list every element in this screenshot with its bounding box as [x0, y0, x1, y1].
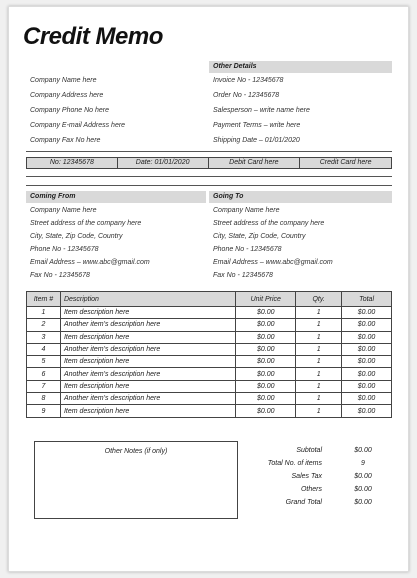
shipping-date: Shipping Date – 01/01/2020	[213, 137, 300, 144]
divider	[26, 151, 392, 152]
item-unit-price: $0.00	[236, 343, 296, 355]
memo-number: No: 12345678	[27, 158, 117, 168]
item-qty: 1	[296, 319, 342, 331]
item-unit-price: $0.00	[236, 380, 296, 392]
to-phone: Phone No - 12345678	[213, 246, 282, 253]
other-notes-box	[34, 441, 238, 519]
sales-tax-value: $0.00	[354, 473, 372, 480]
table-row	[27, 307, 392, 319]
others-label: Others	[300, 486, 322, 493]
item-number: 9	[27, 405, 61, 417]
item-unit-price: $0.00	[236, 319, 296, 331]
from-company-name: Company Name here	[30, 207, 97, 214]
item-number: 4	[27, 343, 61, 355]
company-fax: Company Fax No here	[30, 137, 101, 144]
company-name: Company Name here	[30, 77, 97, 84]
item-total: $0.00	[342, 380, 392, 392]
table-header-row	[27, 292, 392, 307]
others-value: $0.00	[354, 486, 372, 493]
item-description: Another item's description here	[60, 319, 235, 331]
item-description: Item description here	[60, 331, 235, 343]
table-row	[27, 343, 392, 355]
divider	[26, 176, 392, 177]
item-total: $0.00	[342, 331, 392, 343]
from-email: Email Address – www.abc@gmail.com	[30, 259, 150, 266]
item-qty: 1	[296, 331, 342, 343]
item-qty: 1	[296, 356, 342, 368]
item-total: $0.00	[342, 405, 392, 417]
item-total: $0.00	[342, 393, 392, 405]
item-qty: 1	[296, 393, 342, 405]
item-number: 6	[27, 368, 61, 380]
to-email: Email Address – www.abc@gmail.com	[213, 259, 333, 266]
item-description: Another item's description here	[60, 393, 235, 405]
subtotal-label: Subtotal	[296, 447, 322, 454]
memo-info-bar	[26, 157, 392, 169]
item-number: 8	[27, 393, 61, 405]
item-qty: 1	[296, 343, 342, 355]
company-phone: Company Phone No here	[30, 107, 109, 114]
table-row	[27, 368, 392, 380]
col-item: Item #	[27, 292, 61, 307]
table-row	[27, 356, 392, 368]
order-no: Order No - 12345678	[213, 92, 280, 99]
table-row	[27, 405, 392, 417]
item-number: 1	[27, 307, 61, 319]
item-total: $0.00	[342, 319, 392, 331]
company-address: Company Address here	[30, 92, 104, 99]
total-items-value: 9	[361, 460, 365, 467]
item-description: Item description here	[60, 356, 235, 368]
item-qty: 1	[296, 380, 342, 392]
to-street: Street address of the company here	[213, 220, 325, 227]
col-total: Total	[342, 292, 392, 307]
payment-terms: Payment Terms – write here	[213, 122, 301, 129]
item-number: 3	[27, 331, 61, 343]
item-unit-price: $0.00	[236, 307, 296, 319]
item-qty: 1	[296, 307, 342, 319]
item-total: $0.00	[342, 356, 392, 368]
item-total: $0.00	[342, 368, 392, 380]
item-unit-price: $0.00	[236, 393, 296, 405]
item-qty: 1	[296, 405, 342, 417]
item-number: 5	[27, 356, 61, 368]
item-total: $0.00	[342, 307, 392, 319]
debit-card: Debit Card here	[208, 158, 300, 168]
document-page	[8, 6, 409, 572]
item-qty: 1	[296, 368, 342, 380]
memo-date: Date: 01/01/2020	[117, 158, 208, 168]
item-number: 7	[27, 380, 61, 392]
total-items-label: Total No. of items	[267, 460, 322, 467]
invoice-no: Invoice No - 12345678	[213, 77, 284, 84]
table-row	[27, 319, 392, 331]
coming-from-heading: Coming From	[26, 191, 206, 203]
item-description: Another item's description here	[60, 343, 235, 355]
item-number: 2	[27, 319, 61, 331]
item-description: Item description here	[60, 307, 235, 319]
items-table	[26, 291, 392, 418]
document-title: Credit Memo	[23, 23, 163, 50]
sales-tax-label: Sales Tax	[291, 473, 322, 480]
going-to-heading: Going To	[209, 191, 392, 203]
table-row	[27, 393, 392, 405]
other-notes-label: Other Notes (if only)	[104, 448, 168, 455]
col-unit-price: Unit Price	[236, 292, 296, 307]
salesperson: Salesperson – write name here	[213, 107, 310, 114]
from-fax: Fax No - 12345678	[30, 272, 90, 279]
to-company-name: Company Name here	[213, 207, 280, 214]
table-row	[27, 380, 392, 392]
item-unit-price: $0.00	[236, 356, 296, 368]
item-description: Item description here	[60, 405, 235, 417]
item-unit-price: $0.00	[236, 331, 296, 343]
divider	[26, 185, 392, 186]
table-row	[27, 331, 392, 343]
grand-total-value: $0.00	[354, 499, 372, 506]
to-city: City, State, Zip Code, Country	[213, 233, 306, 240]
item-unit-price: $0.00	[236, 405, 296, 417]
col-description: Description	[60, 292, 235, 307]
from-street: Street address of the company here	[30, 220, 142, 227]
other-details-heading: Other Details	[209, 61, 392, 73]
item-total: $0.00	[342, 343, 392, 355]
company-email: Company E-mail Address here	[30, 122, 126, 129]
credit-card: Credit Card here	[299, 158, 391, 168]
subtotal-value: $0.00	[354, 447, 372, 454]
item-description: Item description here	[60, 380, 235, 392]
from-city: City, State, Zip Code, Country	[30, 233, 123, 240]
to-fax: Fax No - 12345678	[213, 272, 273, 279]
col-qty: Qty.	[296, 292, 342, 307]
item-unit-price: $0.00	[236, 368, 296, 380]
from-phone: Phone No - 12345678	[30, 246, 99, 253]
item-description: Another item's description here	[60, 368, 235, 380]
grand-total-label: Grand Total	[285, 499, 322, 506]
